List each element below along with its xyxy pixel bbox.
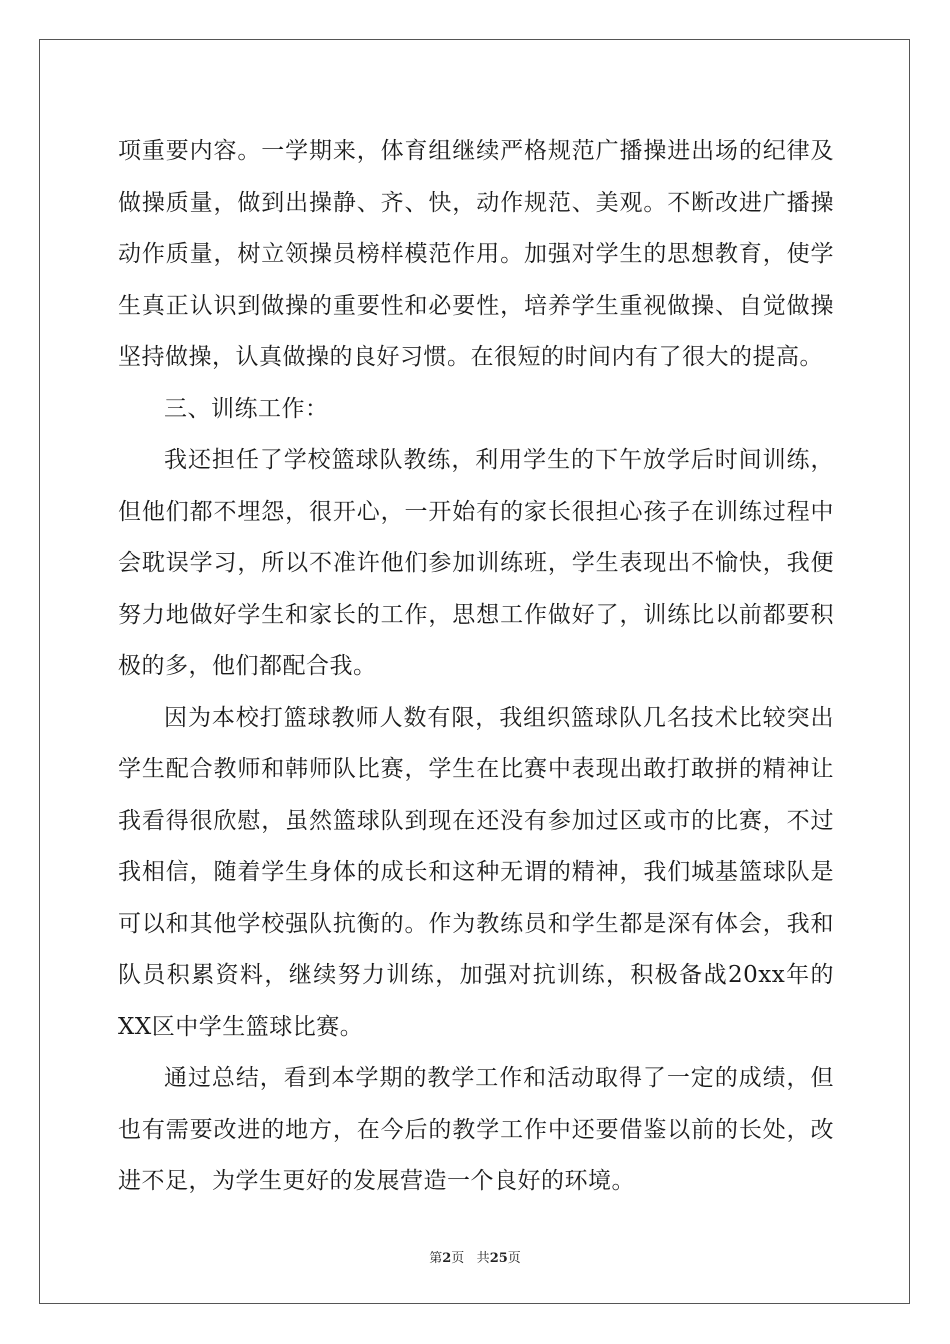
page-footer <box>0 1247 950 1266</box>
paragraph-3: 我还担任了学校篮球队教练，利用学生的下午放学后时间训练，但他们都不埋怨，很开心，一开始有的家长很担心孩子在训练过程中会耽误学习，所以不准许他们参加训练班，学生表现出不愉快，我便努力地做好学生和家长的工作，思想工作做好了，训练比以前都要积极的多，他们都配合我。 <box>118 447 834 679</box>
paragraph-5: 通过总结，看到本学期的教学工作和活动取得了一定的成绩，但也有需要改进的地方，在今后的教学工作中还要借鉴以前的长处，改进不足，为学生更好的发展营造一个良好的环境。 <box>118 1065 834 1194</box>
document-body <box>118 126 834 1208</box>
total-prefix: 共 <box>476 1251 490 1266</box>
paragraph-4: 因为本校打篮球教师人数有限，我组织篮球队几名技术比较突出学生配合教师和韩师队比赛，学生在比赛中表现出敢打敢拼的精神让我看得很欣慰，虽然篮球队到现在还没有参加过区或市的比赛，不过我相信，随着学生身体的成长和这种无谓的精神，我们城基篮球队是可以和其他学校强队抗衡的。作为教练员和学生都是深有体会，我和队员积累资料，继续努力训练，加强对抗训练，积极备战20xx年的XX区中学生篮球比赛。 <box>118 704 834 1040</box>
total-suffix: 页 <box>507 1251 521 1266</box>
section-heading-training: 三、训练工作： <box>164 395 329 422</box>
page-number: 2 <box>442 1251 452 1266</box>
page-prefix: 第 <box>429 1251 443 1266</box>
paragraph-1: 项重要内容。一学期来，体育组继续严格规范广播操进出场的纪律及做操质量，做到出操静、齐、快，动作规范、美观。不断改进广播操动作质量，树立领操员榜样模范作用。加强对学生的思想教育，使学生真正认识到做操的重要性和必要性，培养学生重视做操、自觉做操坚持做操，认真做操的良好习惯。在很短的时间内有了很大的提高。 <box>118 138 834 370</box>
page-suffix: 页 <box>451 1251 465 1266</box>
total-pages: 25 <box>489 1251 508 1266</box>
